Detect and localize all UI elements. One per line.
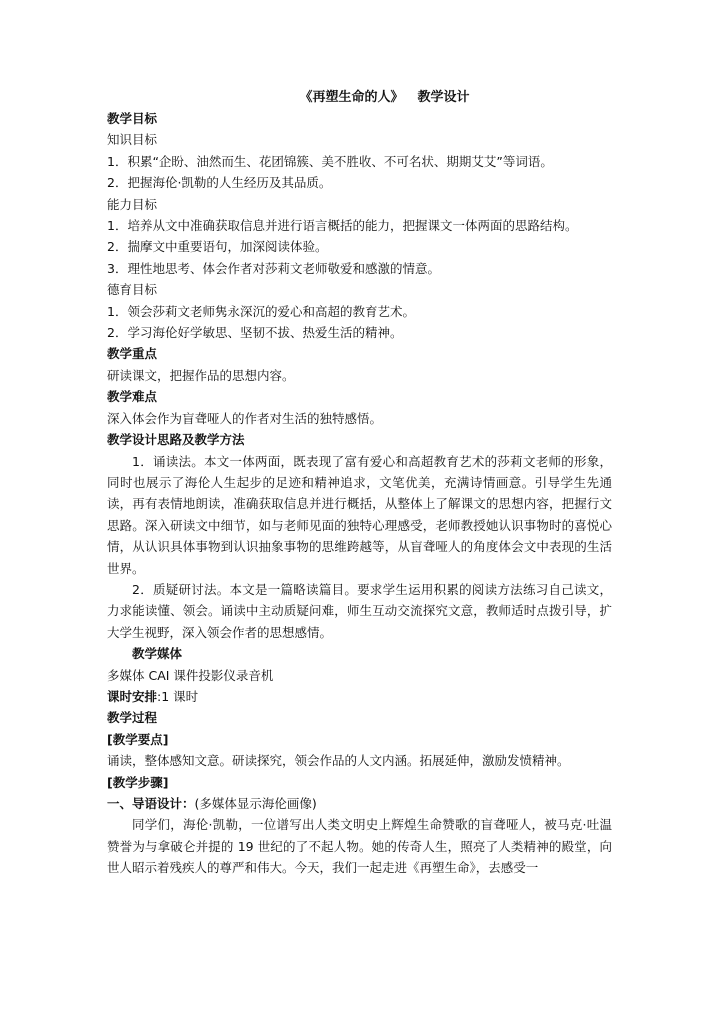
ability-item: 3．理性地思考、体会作者对莎莉文老师敬爱和感激的情意。 bbox=[107, 260, 440, 276]
essentials-label: [教学要点] bbox=[107, 731, 169, 747]
method-paragraph-1: 1．诵读法。本文一体两面，既表现了富有爱心和高超教育艺术的莎莉文老师的形象，同时也展示了海伦人生起步的足迹和精神追求，文笔优美，充满诗情画意。引导学生先通读，再有表情地朗读，准确获取信息并进行概括，从整体上了解课文的思想内容，把握行文思路。深入研读文中细节，如与老师见面的独特心理感受，老师教授她认识事物时的喜悦心情，从认识具体事物到认识抽象事物的思维跨越等，从盲聋哑人的角度体会文中表现的生活世界。 bbox=[107, 453, 612, 576]
document-body bbox=[107, 88, 612, 879]
method-heading: 教学设计思路及教学方法 bbox=[107, 432, 245, 448]
moral-heading: 德育目标 bbox=[107, 282, 158, 298]
intro-section bbox=[107, 814, 612, 878]
goals-heading: 教学目标 bbox=[107, 111, 158, 126]
ability-item: 1．培养从文中准确获取信息并进行语言概括的能力，把握课文一体两面的思路结构。 bbox=[107, 218, 578, 234]
knowledge-item: 2．把握海伦·凯勒的人生经历及其品质。 bbox=[107, 175, 332, 191]
document-title bbox=[117, 88, 612, 108]
title-suffix: 教学设计 bbox=[417, 90, 470, 105]
intro-paragraph: 同学们，海伦·凯勒，一位谱写出人类文明史上辉煌生命赞歌的盲聋哑人，被马克·吐温赞誉为与拿破仑并提的 19 世纪的了不起人物。她的传奇人生，照亮了人类精神的殿堂，向世人昭示着残疾人的尊严和伟大。今天，我们一起走进《再塑生命》，去感受一 bbox=[107, 817, 612, 876]
difficulty-text: 深入体会作为盲聋哑人的作者对生活的独特感悟。 bbox=[107, 410, 383, 426]
intro-hint: (多媒体显示海伦画像) bbox=[194, 796, 317, 811]
steps-label: [教学步骤] bbox=[107, 774, 169, 790]
ability-heading: 能力目标 bbox=[107, 196, 158, 212]
intro-heading-line bbox=[107, 793, 612, 814]
difficulty-heading: 教学难点 bbox=[107, 389, 158, 405]
essentials-text: 诵读，整体感知文意。研读探究，领会作品的人文内涵。拓展延伸，激励发愤精神。 bbox=[107, 753, 570, 769]
ability-item: 2．揣摩文中重要语句，加深阅读体验。 bbox=[107, 239, 328, 255]
media-text: 多媒体 CAI 课件投影仪录音机 bbox=[107, 667, 274, 683]
title-main: 《再塑生命的人》 bbox=[299, 90, 404, 105]
key-point-text: 研读课文，把握作品的思想内容。 bbox=[107, 367, 295, 383]
intro-heading: 一、导语设计： bbox=[107, 796, 195, 811]
moral-item: 1．领会莎莉文老师隽永深沉的爱心和高超的教育艺术。 bbox=[107, 303, 415, 319]
knowledge-heading: 知识目标 bbox=[107, 132, 158, 148]
process-heading: 教学过程 bbox=[107, 710, 158, 726]
schedule-value: :1 课时 bbox=[157, 688, 199, 704]
media-heading: 教学媒体 bbox=[132, 646, 183, 662]
method-paragraph-2: 2．质疑研讨法。本文是一篇略读篇目。要求学生运用积累的阅读方法练习自己读文，力求能读懂、领会。诵读中主动质疑问难，师生互动交流探究文意，教师适时点拨引导，扩大学生视野，深入领会作者的思想感情。 bbox=[107, 581, 612, 640]
schedule-label: 课时安排 bbox=[107, 688, 158, 704]
key-point-heading: 教学重点 bbox=[107, 346, 158, 362]
method-section bbox=[107, 451, 612, 644]
schedule-line bbox=[107, 686, 612, 707]
knowledge-item: 1．积累“企盼、油然而生、花团锦簇、美不胜收、不可名状、期期艾艾”等词语。 bbox=[107, 153, 553, 169]
moral-item: 2．学习海伦好学敏思、坚韧不拔、热爱生活的精神。 bbox=[107, 325, 403, 341]
